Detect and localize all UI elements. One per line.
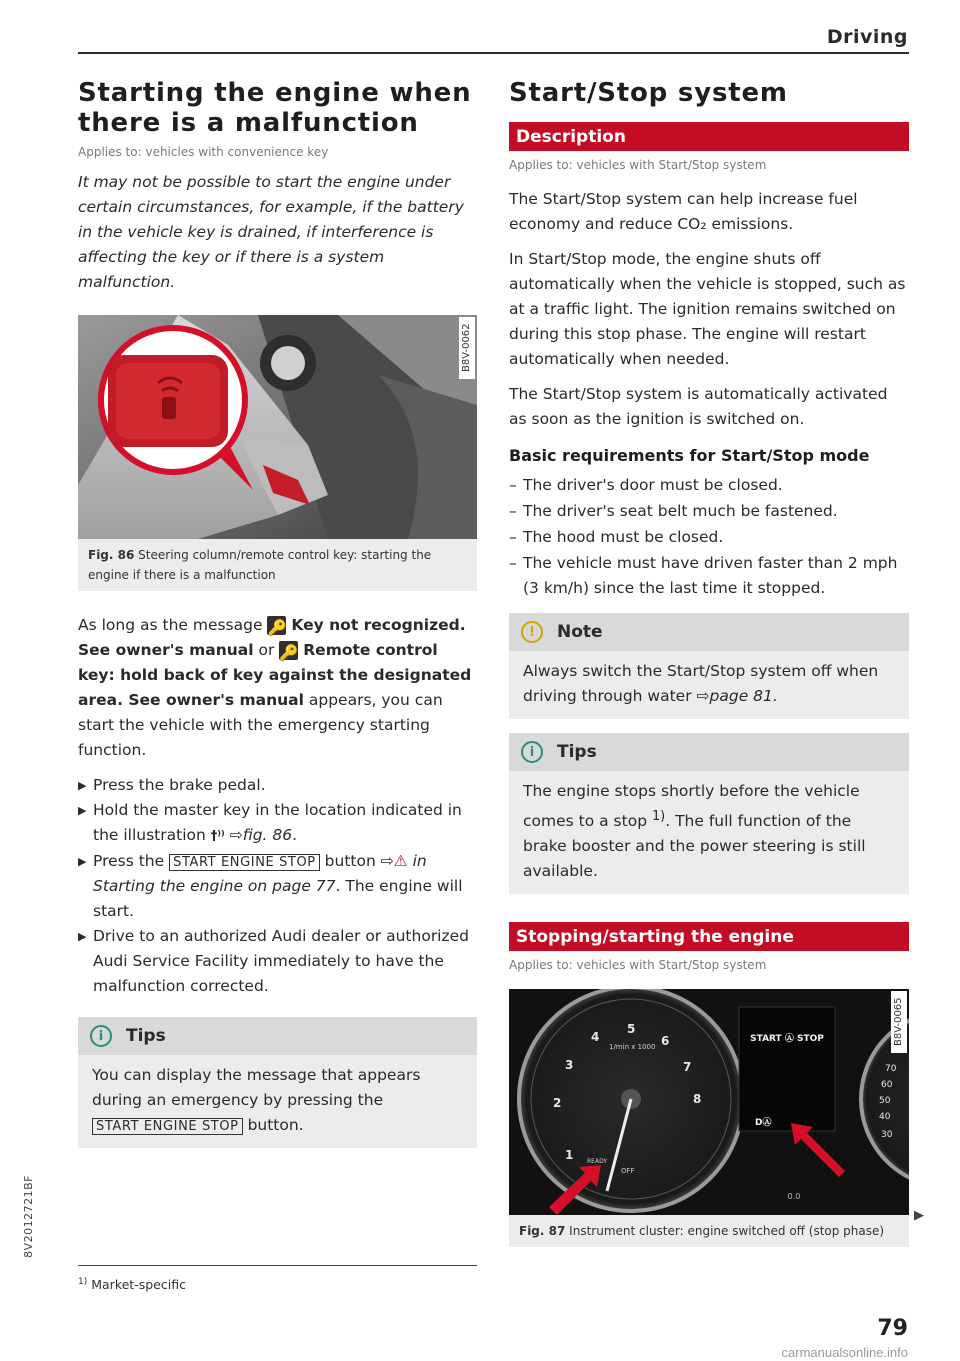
figure-label: Fig. 87 (519, 1224, 566, 1239)
figure-caption-text: Steering column/remote control key: starting the engine if there is a malfunction (88, 548, 432, 582)
paragraph: The Start/Stop system is automatically activated as soon as the ignition is switched on. (509, 385, 888, 428)
figure-label: Fig. 86 (88, 548, 135, 562)
speed-label: 30 (881, 1130, 893, 1141)
message-2: Remote control key: hold back of key against the designated area. See owner's manual (78, 641, 472, 709)
paragraph: In Start/Stop mode, the engine shuts off automatically when the vehicle is stopped, such as at a traffic light. The ignition remains switched on during this stop phase. The engine will restart automatically when needed. (509, 250, 906, 368)
tips-header (509, 733, 909, 771)
figure-86 (78, 315, 477, 591)
speed-label: 70 (885, 1064, 897, 1075)
tach-label: 8 (693, 1092, 702, 1107)
instrument-cluster-illustration (509, 989, 909, 1215)
footnote-ref: 1) (651, 809, 666, 824)
figure-caption (509, 1215, 909, 1247)
speed-label: 40 (879, 1112, 891, 1123)
header-rule (78, 52, 909, 54)
start-stop-display-text: START Ⓐ STOP (750, 1034, 824, 1045)
step-item: ▶ Press the brake pedal. (78, 773, 477, 798)
message-paragraph (78, 613, 477, 763)
procedure-steps (78, 773, 477, 999)
intro-text: It may not be possible to start the engine under certain circumstances, for example, if the battery in the vehicle key is drained, if interference is affecting the key or if there is a system malfunction. (78, 173, 464, 291)
caution-icon: ! (521, 621, 543, 643)
document-code: 8V2012721BF (22, 1175, 35, 1258)
tips-box-right (509, 733, 909, 894)
arrow-right-icon: ▶ (78, 804, 87, 817)
list-item: – The driver's seat belt much be fastened. (509, 502, 838, 520)
note-title: Note (557, 622, 603, 642)
list-item: – The vehicle must have driven faster than 2 mph (3 km/h) since the last time it stopped. (509, 554, 898, 597)
footnote (78, 1277, 186, 1292)
right-column (509, 78, 909, 1247)
cross-ref-arrow-icon: ⇨ (380, 852, 394, 870)
tach-label: 1 (565, 1148, 574, 1163)
section-header: Driving (826, 26, 908, 48)
tips-header (78, 1017, 477, 1055)
warning-triangle-icon: ⚠ (393, 852, 408, 870)
off-label: OFF (621, 1167, 635, 1176)
tips-title: Tips (557, 742, 597, 762)
tips-title: Tips (126, 1026, 166, 1046)
message-1: Key not recognized. See owner's manual (78, 616, 466, 659)
key-warning-icon (279, 641, 298, 660)
tach-label: 4 (591, 1030, 600, 1045)
applies-to: Applies to: vehicles with convenience key (78, 145, 329, 159)
cross-ref-arrow-icon: ⇨ (229, 826, 243, 844)
start-engine-stop-key: START ENGINE STOP (92, 1118, 243, 1135)
requirements-list (509, 473, 909, 601)
figure-code: B8V-0062 (459, 317, 475, 379)
applies-to: Applies to: vehicles with Start/Stop system (509, 958, 767, 973)
speed-label: 50 (879, 1096, 891, 1107)
tach-label: 3 (565, 1058, 574, 1073)
key-warning-icon (267, 616, 286, 635)
cross-ref-arrow-icon: ⇨ (696, 687, 710, 705)
tips-box-left (78, 1017, 477, 1148)
ready-label: READY (587, 1158, 608, 1166)
note-body: Always switch the Start/Stop system off when driving through water ⇨page 81. (523, 662, 879, 705)
continue-arrow-icon: ▶ (914, 1208, 924, 1223)
message-lead: As long as the message (78, 616, 263, 634)
tips-body: You can display the message that appears during an emergency by pressing the START ENGINE STOP button. (92, 1066, 421, 1134)
speed-label: 60 (881, 1080, 893, 1091)
figure-caption (78, 539, 477, 591)
key-symbol-icon: †⁾⁾ (210, 829, 225, 844)
requirements-heading: Basic requirements for Start/Stop mode (509, 446, 870, 465)
step-item: ▶ Drive to an authorized Audi dealer or authorized Audi Service Facility immediately to have the malfunction corrected. (78, 924, 477, 999)
instrument-cluster-drawing (509, 989, 909, 1215)
description-bar: Description (509, 122, 909, 151)
watermark: carmanualsonline.info (781, 1345, 908, 1360)
note-box (509, 613, 909, 719)
gear-indicator: DⒶ (755, 1118, 772, 1129)
stopping-starting-bar: Stopping/starting the engine (509, 922, 909, 951)
footnote-text: Market-specific (91, 1277, 186, 1293)
steering-column-drawing (78, 315, 477, 539)
page-reference-link[interactable]: page 81. (709, 687, 778, 705)
page-number: 79 (877, 1316, 908, 1341)
footnote-mark: 1) (78, 1277, 88, 1287)
info-icon: i (90, 1025, 112, 1047)
figure-code: B8V-0065 (891, 991, 907, 1053)
list-item: – The hood must be closed. (509, 528, 724, 546)
arrow-right-icon: ▶ (78, 779, 87, 792)
figure-caption-text: Instrument cluster: engine switched off (stop phase) (569, 1224, 885, 1239)
arrow-right-icon: ▶ (78, 930, 87, 943)
footnote-rule (78, 1265, 477, 1266)
message-or: or (258, 641, 275, 659)
section-title: Start/Stop system (509, 78, 788, 108)
note-header (509, 613, 909, 651)
message-rest: appears, you can start the vehicle with the emergency starting function. (78, 691, 443, 759)
step-item: ▶ Press the START ENGINE STOP button ⇨⚠ in Starting the engine on page 77. The engine will start. (78, 849, 477, 924)
page-reference-link[interactable]: in Starting the engine on page 77 (93, 852, 427, 895)
tach-label: 5 (627, 1022, 636, 1037)
paragraph: The Start/Stop system can help increase fuel economy and reduce CO₂ emissions. (509, 190, 858, 233)
figure-reference-link[interactable]: fig. 86 (242, 826, 293, 844)
odometer-readout: 0.0 (787, 1192, 801, 1202)
tach-label: 2 (553, 1096, 562, 1111)
step-item: ▶ Hold the master key in the location indicated in the illustration †⁾⁾ ⇨fig. 86. (78, 798, 477, 849)
list-item: – The driver's door must be closed. (509, 476, 783, 494)
info-icon: i (521, 741, 543, 763)
applies-to: Applies to: vehicles with Start/Stop system (509, 158, 767, 172)
tips-body: The engine stops shortly before the vehicle comes to a stop $^{1)}$. The full function of the brake booster and the power steering is still available. (523, 782, 866, 881)
tach-label: 7 (683, 1060, 692, 1075)
tach-label: 6 (661, 1034, 670, 1049)
steering-column-illustration (78, 315, 477, 539)
left-column (78, 78, 477, 1148)
section-title: Starting the engine when there is a malfunction (78, 78, 472, 138)
arrow-right-icon: ▶ (78, 855, 87, 868)
figure-87 (509, 989, 909, 1247)
rpm-unit-label: 1/min x 1000 (609, 1043, 656, 1052)
start-engine-stop-key: START ENGINE STOP (169, 854, 320, 871)
